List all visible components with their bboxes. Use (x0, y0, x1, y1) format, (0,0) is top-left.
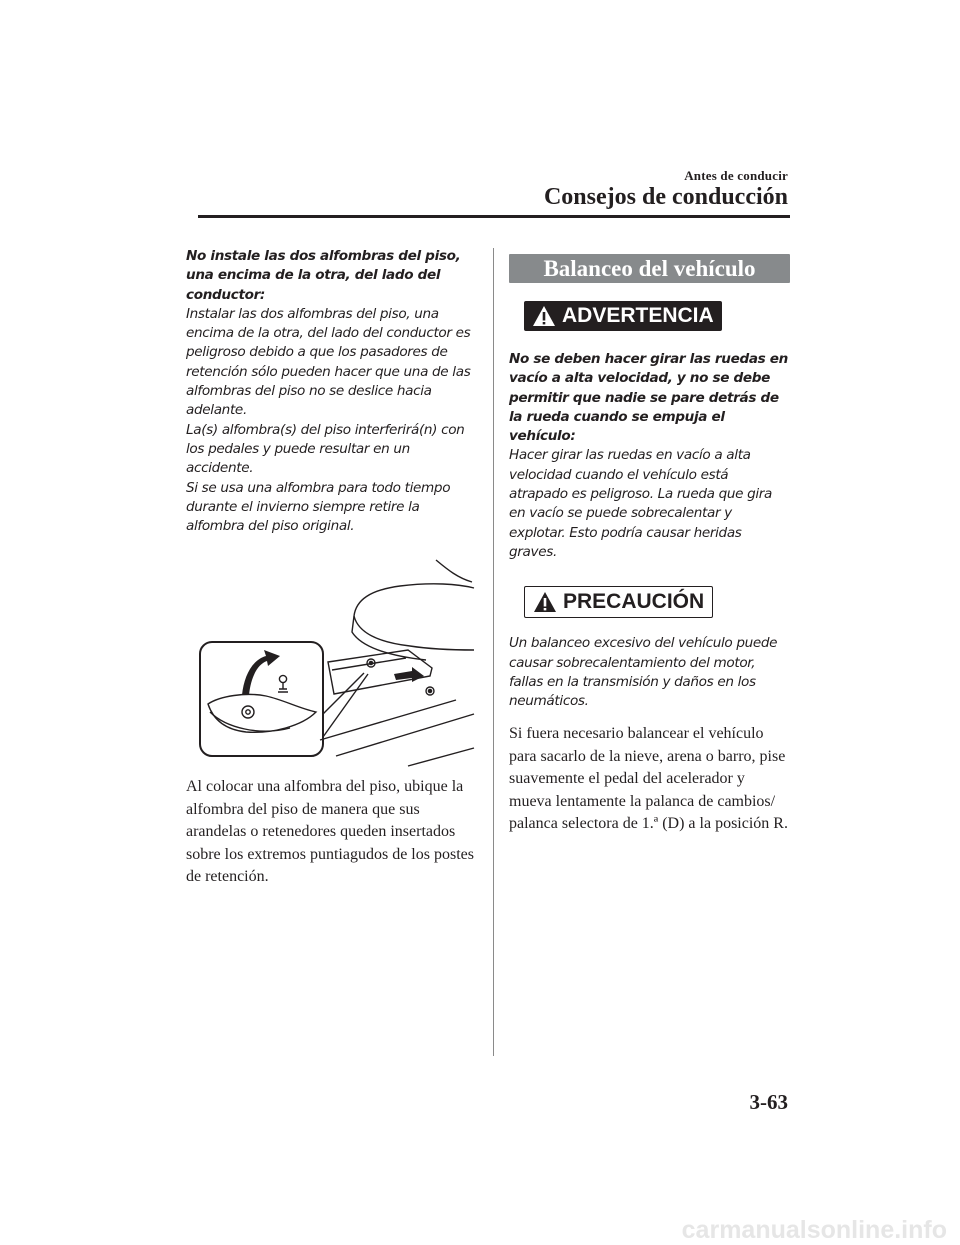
caution-triangle-icon (533, 591, 557, 613)
floor-mat-drawing (186, 552, 478, 770)
warning-label-box (524, 301, 722, 331)
footer-watermark-logo (0, 1216, 960, 1245)
floor-mat-warning-title: No instale las dos alfombras del piso, una encima de la otra, del lado del conductor: (186, 248, 461, 303)
left-column (186, 247, 478, 888)
page-number: 3-63 (749, 1090, 788, 1114)
floor-mat-warning-body: Instalar las dos alfombras del piso, una encima de la otra, del lado del conductor es peligroso debido a que los pasadores de retención sólo pueden hacer que una de las alfombras del piso no se deslice hacia adelante. (186, 305, 471, 419)
caution-label: PRECAUCIÓN (563, 590, 705, 614)
floor-mat-illustration (186, 552, 478, 770)
warning-label: ADVERTENCIA (562, 304, 714, 327)
rocking-warning-title: No se deben hacer girar las ruedas en vacío a alta velocidad, y no se debe permitir que nadie se pare detrás de la rueda cuando se empuja el vehículo: (509, 351, 789, 445)
header-section-title: Consejos de conducción (543, 184, 788, 210)
rocking-warning-body: Hacer girar las ruedas en vacío a alta velocidad cuando el vehículo está atrapado es peligroso. La rueda que gira en vacío se puede sobrecalentar y explotar. Esto podría causar heridas graves. (509, 447, 773, 560)
caution-label-box (524, 586, 713, 618)
header-rule (198, 215, 790, 218)
column-divider (493, 248, 494, 1056)
floor-mat-caption: Al colocar una alfombra del piso, ubique la alfombra del piso de manera que sus arandelas o retenedores queden insertados sobre los extremos puntiagudos de los postes de retención. (186, 778, 474, 886)
floor-mat-warning-body-2: La(s) alfombra(s) del piso interferirá(n) con los pedales y puede resultar en un accidente. (186, 421, 465, 477)
caution-body: Un balanceo excesivo del vehículo puede causar sobrecalentamiento del motor, fallas en la transmisión y daños en los neumáticos. (509, 635, 778, 710)
right-column (509, 254, 790, 835)
warning-triangle-icon (532, 305, 556, 327)
floor-mat-warning-body-3: Si se usa una alfombra para todo tiempo durante el invierno siempre retire la alfombra del piso original. (186, 479, 451, 535)
section-title-bar: Balanceo del vehículo (509, 254, 790, 283)
rocking-instructions: Si fuera necesario balancear el vehículo para sacarlo de la nieve, arena o barro, pise suavemente el pedal del acelerador y mueva lentamente la palanca de cambios/ palanca selectora de 1.ª (D) a la posición R. (509, 725, 788, 833)
footer-watermark-text: carmanualsonline.info (681, 1216, 947, 1244)
header-chapter: Antes de conducir (684, 168, 788, 183)
